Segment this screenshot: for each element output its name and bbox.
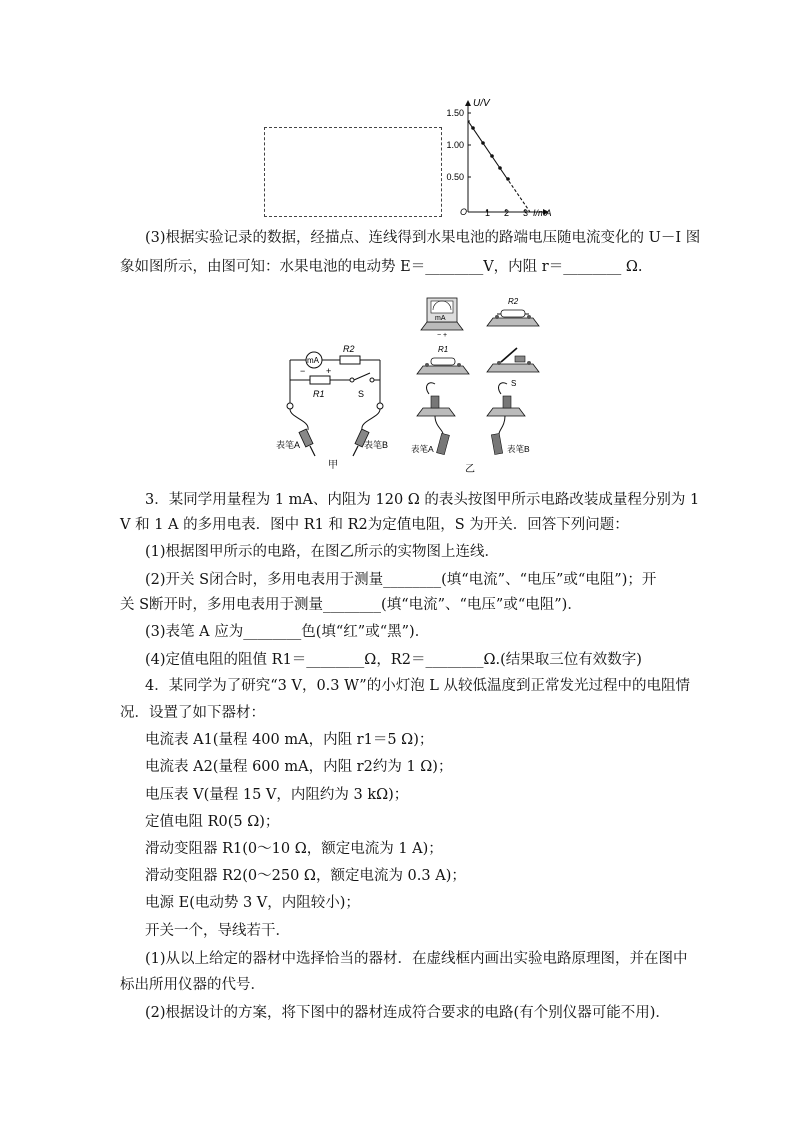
svg-text:− +: − + [437, 332, 448, 339]
plus-label: + [326, 366, 332, 376]
q3-part3-line2: 象如图所示，由图可知：水果电池的电动势 E＝________V，内阻 r＝________ Ω. [120, 259, 643, 275]
figure-caption-yi: 乙 [465, 464, 475, 475]
answer-box-dashed [264, 127, 442, 217]
data-point [490, 154, 494, 158]
meter-face-label: mA [435, 315, 446, 322]
question4-part1-line2: 标出所用仪器的代号． [120, 977, 265, 993]
question3-part2-line1: (2)开关 S闭合时，多用电表用于测量________(填“电流”、“电压”或“电阻”)；开 [145, 572, 657, 588]
question3-part2-line2: 关 S断开时，多用电表用于测量________(填“电流”、“电压”或“电阻”)． [120, 597, 582, 613]
switch-label: S [358, 389, 365, 399]
equipment-item: 电压表 V(量程 15 V，内阻约为 3 kΩ)； [145, 787, 409, 803]
r1-label: R1 [313, 389, 325, 399]
equipment-item: 电流表 A1(量程 400 mA，内阻 r1＝5 Ω)； [145, 732, 434, 748]
equipment-item: 电流表 A2(量程 600 mA，内阻 r2约为 1 Ω)； [145, 759, 453, 775]
probe-a-icon [299, 429, 315, 456]
origin-label: O [460, 207, 468, 217]
question3-part3: (3)表笔 A 应为________色(填“红”或“黑”)． [145, 624, 430, 640]
data-point [481, 141, 485, 145]
x-tick-label: 3 [523, 208, 529, 218]
probe-b-icon-label: 表笔B [507, 444, 530, 454]
equipment-item: 滑动变阻器 R2(0～250 Ω，额定电流为 0.3 A)； [145, 868, 466, 884]
switch-icon [487, 348, 539, 388]
probe-a-label: 表笔A [276, 440, 301, 450]
equipment-item: 定值电阻 R0(5 Ω)； [145, 814, 280, 830]
equipment-item: 滑动变阻器 R1(0～10 Ω，额定电流为 1 A)； [145, 841, 443, 857]
y-tick-label: 0.50 [446, 172, 464, 182]
r1-icon-label: R1 [438, 345, 449, 354]
circuit-diagram-jia [270, 338, 400, 470]
resistor-r2-icon [487, 297, 539, 326]
question3-line1: 3．某同学用量程为 1 mA、内阻为 120 Ω 的表头按图甲所示电路改装成量程分别为 1 [145, 492, 700, 508]
x-tick-label: 2 [504, 208, 510, 218]
data-point [506, 177, 510, 181]
y-tick-label: 1.00 [446, 140, 464, 150]
resistor-r2 [340, 356, 360, 364]
probe-a-icon-label: 表笔A [411, 444, 434, 454]
question3-part4: (4)定值电阻的阻值 R1＝________Ω，R2＝________Ω.(结果取三位有效数字) [145, 652, 642, 668]
figure-caption-jia: 甲 [328, 460, 338, 470]
r2-icon-label: R2 [508, 297, 519, 306]
minus-label: − [300, 366, 306, 376]
question4-part1-line1: (1)从以上给定的器材中选择恰当的器材．在虚线框内画出实验电路原理图，并在图中 [145, 951, 688, 967]
r2-label: R2 [343, 344, 355, 354]
y-axis-label: U/V [473, 98, 490, 109]
probe-b-label: 表笔B [364, 440, 389, 450]
question4-part2: (2)根据设计的方案，将下图中的器材连成符合要求的电路(有个别仪器可能不用)． [145, 1005, 670, 1021]
data-point [471, 126, 475, 130]
data-point [498, 166, 502, 170]
y-tick-label: 1.50 [446, 108, 464, 118]
question3-part1: (1)根据图甲所示的电路，在图乙所示的实物图上连线． [145, 544, 500, 560]
milliammeter-icon [421, 298, 463, 339]
equipment-item: 电源 E(电动势 3 V，内阻较小)； [145, 895, 360, 911]
x-axis-label: I/mA [533, 208, 552, 218]
u-i-line-extension [506, 177, 530, 212]
switch-s [354, 373, 370, 380]
resistor-r1-icon [417, 345, 469, 374]
equipment-item: 开关一个，导线若干． [145, 923, 290, 939]
question4-line1: 4．某同学为了研究“3 V，0.3 W”的小灯泡 L 从较低温度到正常发光过程中的电阻情 [145, 678, 691, 694]
x-tick-label: 1 [485, 208, 491, 218]
switch-icon-label: S [511, 379, 517, 388]
resistor-r1 [310, 376, 330, 384]
u-i-graph [440, 95, 560, 220]
meter-label: mA [307, 356, 319, 365]
q3-part3-line1: (3)根据实验记录的数据，经描点、连线得到水果电池的路端电压随电流变化的 U－I 图 [145, 230, 701, 246]
question4-line2: 况．设置了如下器材： [120, 705, 265, 721]
physical-components-yi [405, 290, 555, 475]
question3-line2: V 和 1 A 的多用电表．图中 R1 和 R2为定值电阻，S 为开关．回答下列问题： [120, 517, 629, 533]
